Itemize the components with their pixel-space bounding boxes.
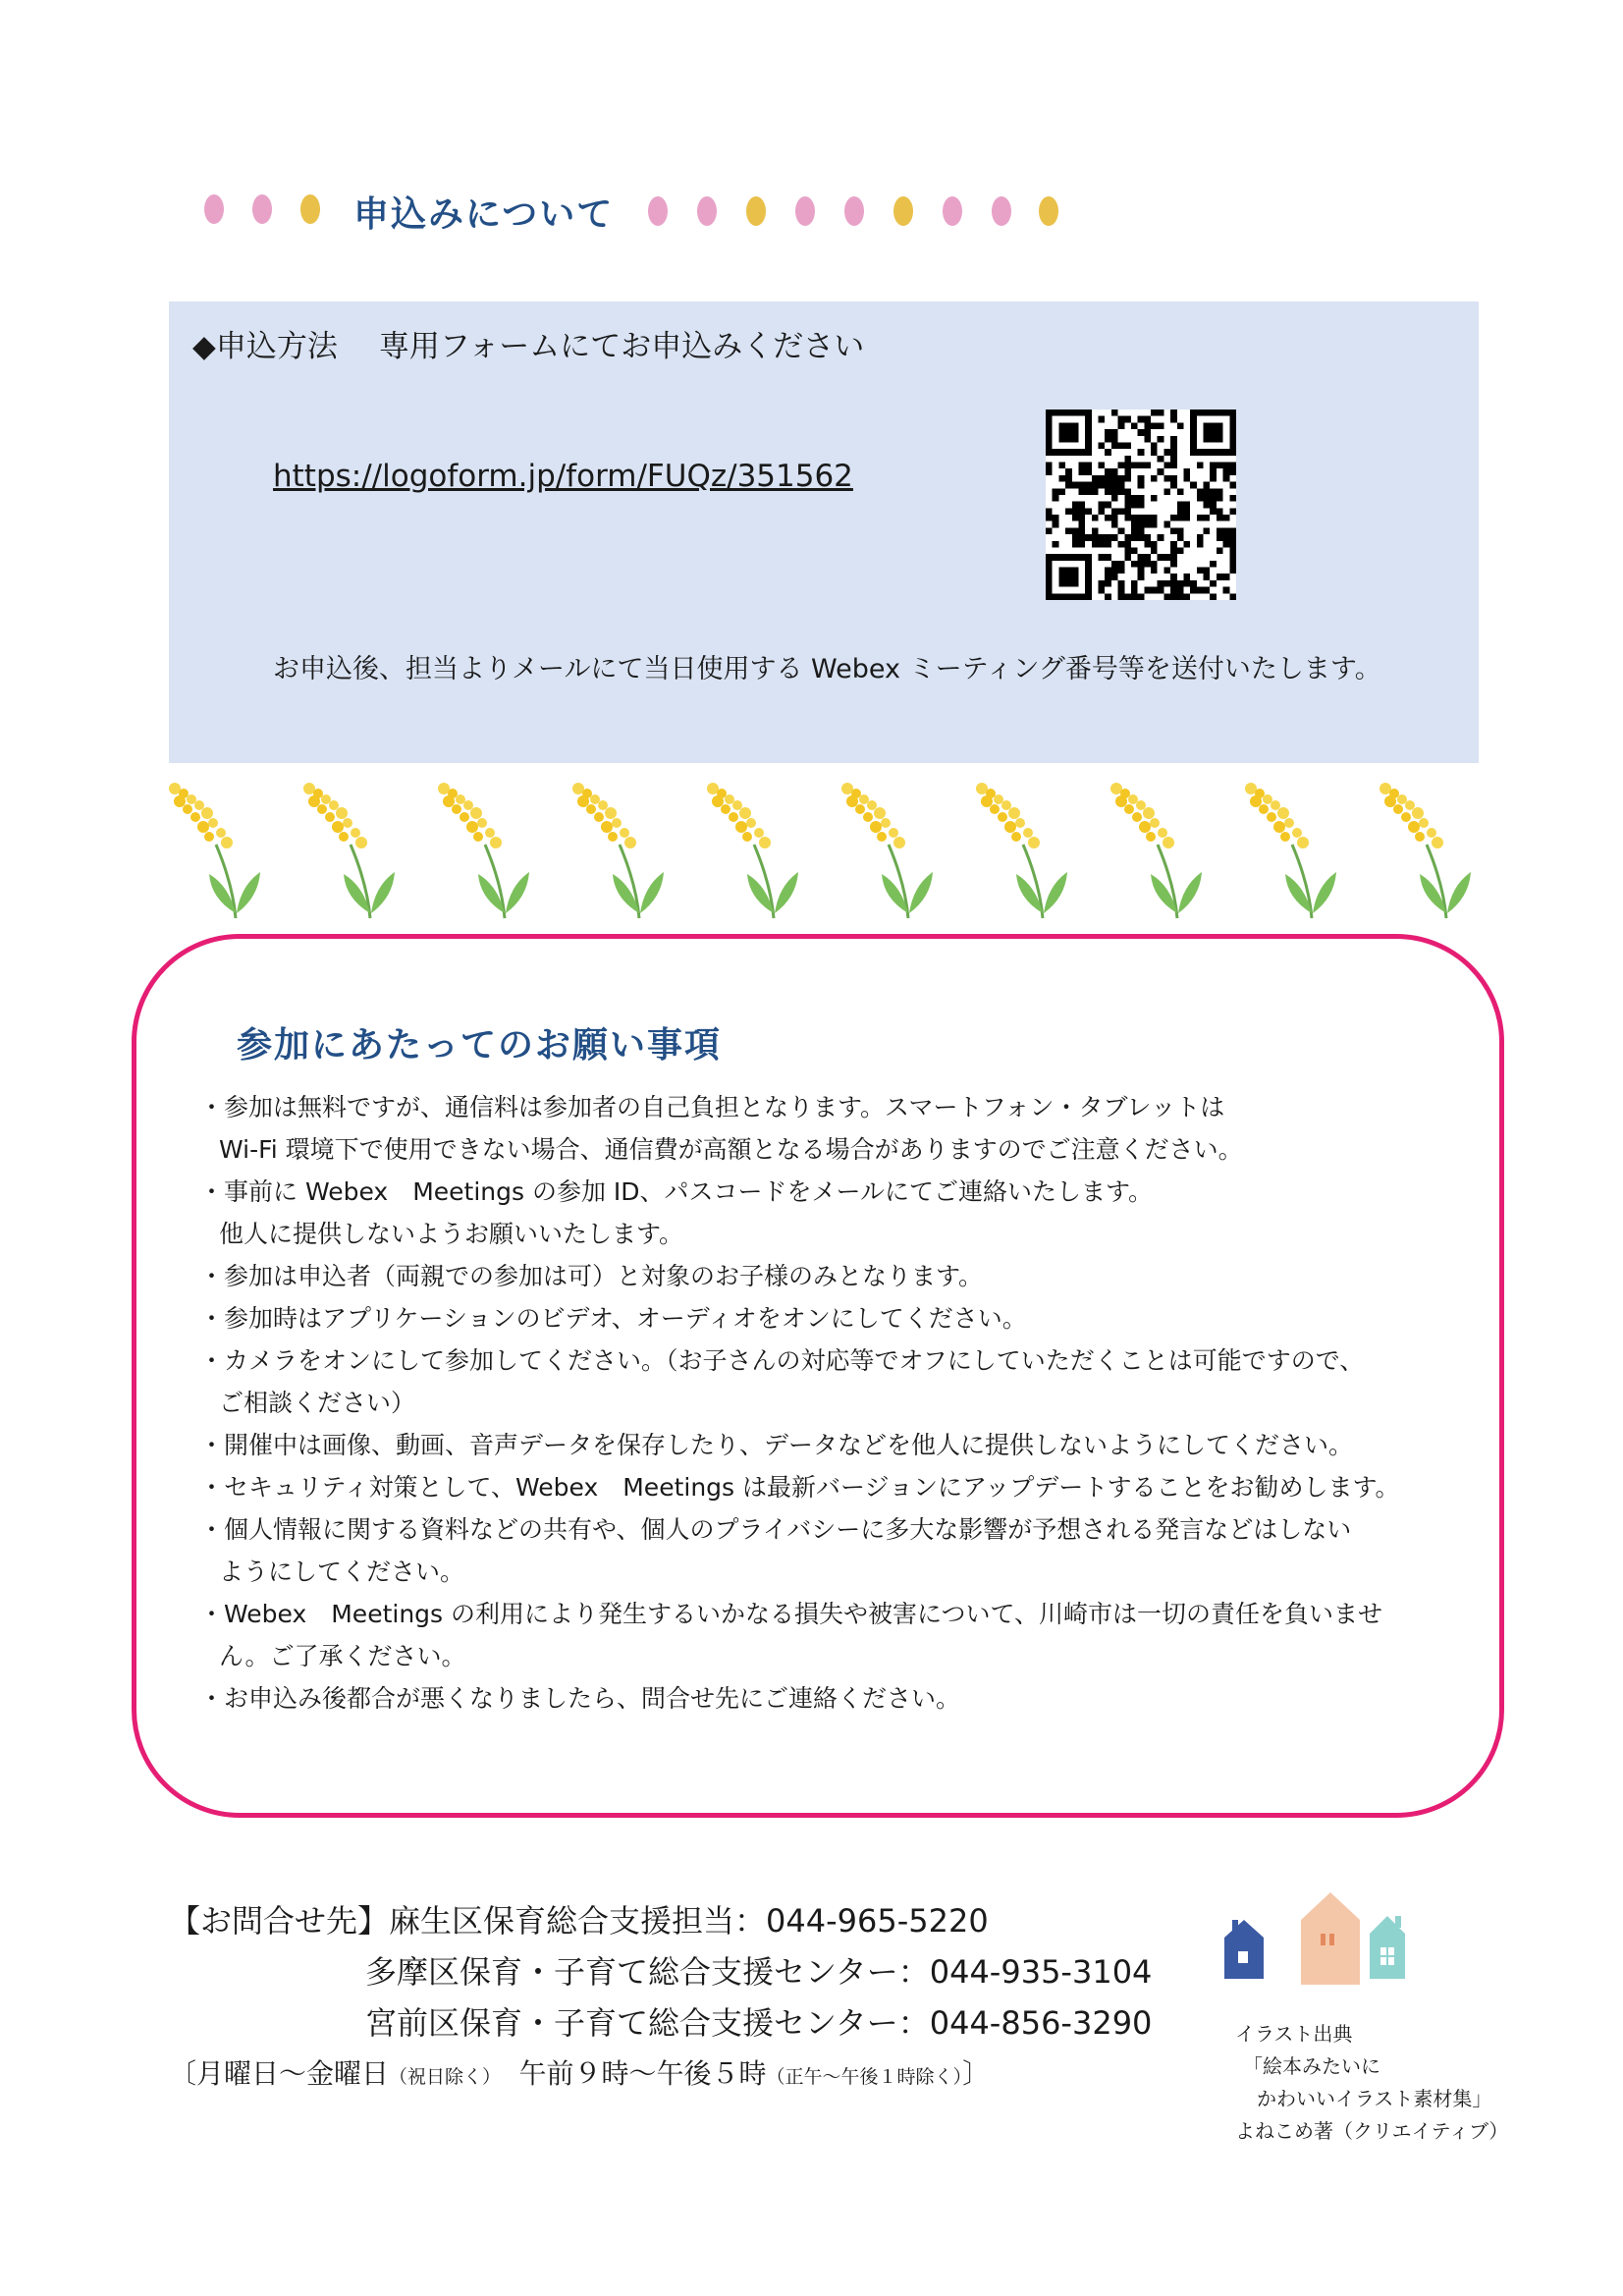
note-line: ・お申込み後都合が悪くなりましたら、問合せ先にご連絡ください。 [199, 1684, 961, 1713]
mimosa-flower [1245, 783, 1336, 918]
house-teal [1370, 1916, 1405, 1979]
house-peach [1301, 1892, 1360, 1985]
contact-tama: 多摩区保育・子育て総合支援センター：044-935-3104 [365, 1953, 1153, 1991]
mimosa-flower [303, 783, 395, 918]
contact-block [169, 1895, 1153, 2100]
apply-method-text: 専用フォームにてお申込みください [378, 329, 865, 364]
mimosa-flower [1110, 783, 1202, 918]
apply-method [192, 321, 864, 365]
mimosa-flower [976, 783, 1067, 918]
header-dot [204, 194, 224, 224]
note-line: ・開催中は画像、動画、音声データを保存したり、データなどを他人に提供しないようにしてください。 [199, 1431, 1354, 1459]
section-title: 申込みについて [353, 194, 615, 235]
note-line: ん。ご了承ください。 [219, 1642, 466, 1670]
header-dot [943, 196, 962, 226]
apply-note: お申込後、担当よりメールにて当日使用する Webex ミーティング番号等を送付いたします。 [273, 654, 1381, 684]
note-line: ・セキュリティ対策として、Webex Meetings は最新バージョンにアップデートすることをお勧めします。 [199, 1473, 1400, 1502]
header-dot [300, 194, 320, 224]
header-dot [648, 196, 668, 226]
note-line: Wi-Fi 環境下で使用できない場合、通信費が高額となる場合がありますのでご注意ください。 [219, 1135, 1243, 1164]
mimosa-flower [572, 783, 664, 918]
credit-line: 「絵本みたいに [1243, 2054, 1380, 2078]
mimosa-flower-row [162, 776, 1478, 923]
house-blue [1224, 1920, 1264, 1979]
note-line: ・事前に Webex Meetings の参加 ID、パスコードをメールにてご連絡いたします。 [199, 1177, 1154, 1206]
contact-miyamae: 宮前区保育・子育て総合支援センター：044-856-3290 [365, 2004, 1153, 2042]
houses-illustration [1222, 1890, 1429, 1989]
apply-method-label: ◆申込方法 [192, 329, 338, 364]
header-dot [746, 196, 766, 226]
credit-line: かわいいイラスト素材集」 [1257, 2087, 1492, 2110]
contact-asao: 麻生区保育総合支援担当：044-965-5220 [389, 1902, 989, 1940]
contact-hours [169, 2049, 990, 2100]
note-line: ・個人情報に関する資料などの共有や、個人のプライバシーに多大な影響が予想される発言などはしない [199, 1515, 1352, 1544]
mimosa-flower [169, 783, 260, 918]
hours-days: 〔月曜日～金曜日 [169, 2057, 390, 2090]
contact-label: 【お問合せ先】 [169, 1902, 390, 1940]
note-line: 他人に提供しないようお願いいたします。 [219, 1220, 684, 1248]
header-dot [697, 196, 717, 226]
apply-box [169, 301, 1479, 763]
header-dot [844, 196, 864, 226]
mimosa-flower [1380, 783, 1471, 918]
notes-title: 参加にあたってのお願い事項 [237, 1025, 723, 1066]
note-line: ・カメラをオンにして参加してください。（お子さんの対応等でオフにしていただくことは可能ですので、 [199, 1346, 1365, 1375]
note-line: ・Webex Meetings の利用により発生するいかなる損失や被害について、川崎市は一切の責任を負いませ [199, 1600, 1383, 1628]
note-line: ようにしてください。 [219, 1558, 465, 1586]
header-dot [1039, 196, 1058, 226]
header-dot [992, 196, 1011, 226]
mimosa-flower [841, 783, 933, 918]
note-line: ・参加は無料ですが、通信料は参加者の自己負担となります。スマートフォン・タブレットは [199, 1093, 1225, 1121]
credit-line: イラスト出典 [1235, 2022, 1353, 2046]
mimosa-flower [707, 783, 798, 918]
header-dot [252, 194, 272, 224]
header-dot [893, 196, 913, 226]
hours-time: 午前９時～午後５時 [491, 2057, 767, 2090]
notes-list [199, 1086, 1476, 1720]
hours-holiday: （祝日除く） [389, 2066, 492, 2088]
credit-line: よねこめ著（クリエイティブ） [1235, 2119, 1509, 2143]
note-line: ・参加時はアプリケーションのビデオ、オーディオをオンにしてください。 [199, 1304, 1027, 1333]
qr-code [1043, 410, 1239, 600]
illustration-credit [1235, 2018, 1508, 2148]
form-url-link[interactable]: https://logoform.jp/form/FUQz/351562 [273, 459, 853, 494]
contact-line-1 [169, 1895, 990, 1946]
hours-lunch: （正午～午後１時除く） [766, 2066, 963, 2088]
note-line: ご相談ください） [219, 1389, 416, 1417]
hours-close: 〕 [962, 2057, 991, 2090]
notes-box [132, 934, 1504, 1818]
header-dot [795, 196, 815, 226]
mimosa-flower [438, 783, 529, 918]
note-line: ・参加は申込者（両親での参加は可）と対象のお子様のみとなります。 [199, 1262, 984, 1290]
